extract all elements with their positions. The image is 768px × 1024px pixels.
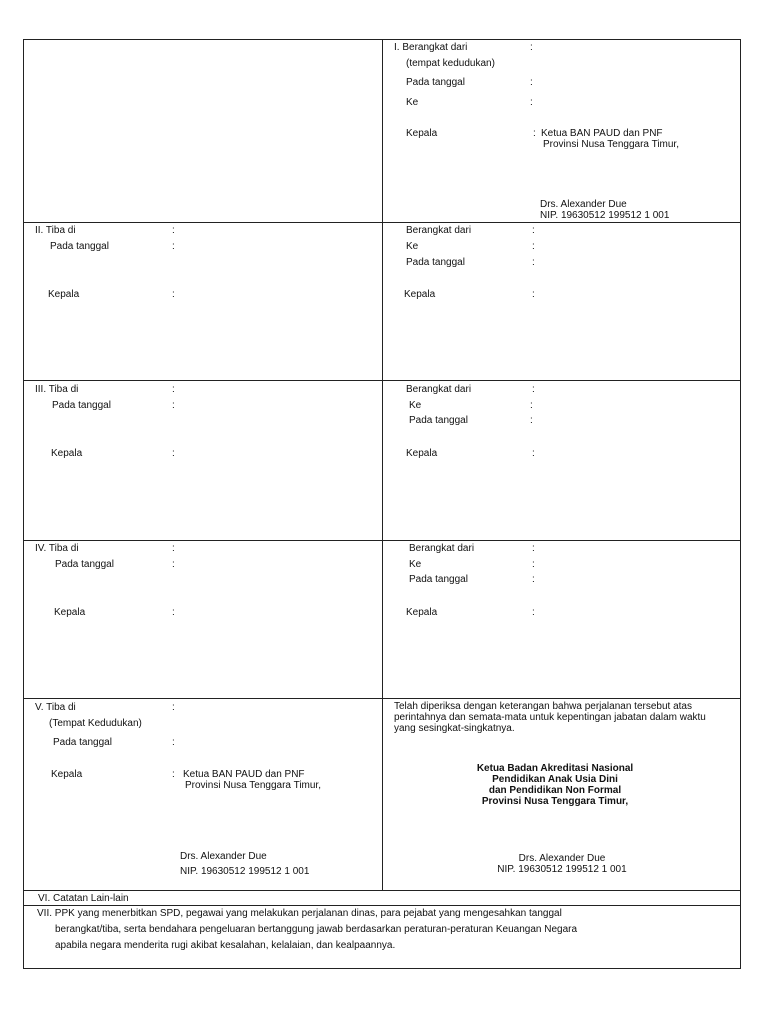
sec3-tanggal-colon: : (172, 400, 175, 411)
sec5-official-nip: NIP. 19630512 199512 1 001 (180, 866, 310, 877)
sec5-org-line-3: dan Pendidikan Non Formal (488, 785, 622, 796)
sec4-kepala-r-colon: : (532, 607, 535, 618)
sec2-tanggal-colon: : (172, 241, 175, 252)
sec5-right-official-nip: NIP. 19630512 199512 1 001 (497, 864, 627, 875)
sec3-tanggal-r-colon: : (530, 415, 533, 426)
sec3-kepala-r-label: Kepala (406, 448, 438, 459)
sec4-tanggal-label: Pada tanggal (55, 559, 114, 570)
sec3-tiba-colon: : (172, 384, 175, 395)
divider-sec1-sec2 (23, 222, 741, 223)
sec3-ke-label: Ke (409, 400, 422, 411)
sec4-berangkat-colon: : (532, 543, 535, 554)
sec5-tiba-colon: : (172, 702, 175, 713)
sec3-ke-colon: : (530, 400, 533, 411)
sec1-official-nip: NIP. 19630512 199512 1 001 (540, 210, 670, 221)
sec3-kepala-colon: : (172, 448, 175, 459)
sec6-catatan-label: VI. Catatan Lain-lain (38, 893, 129, 904)
sec5-kepala-label: Kepala (51, 769, 83, 780)
sec2-tiba-label: II. Tiba di (35, 225, 76, 236)
sec3-tanggal-label: Pada tanggal (52, 400, 111, 411)
sec5-right-official-name: Drs. Alexander Due (518, 853, 606, 864)
sec1-kepala-colon: : (533, 128, 536, 139)
column-divider (382, 39, 383, 890)
sec3-berangkat-colon: : (532, 384, 535, 395)
sec1-ke-label: Ke (406, 97, 419, 108)
sec5-tempat-label: (Tempat Kedudukan) (49, 718, 142, 729)
sec4-kepala-colon: : (172, 607, 175, 618)
sec4-tanggal-r-colon: : (532, 574, 535, 585)
sec5-tanggal-label: Pada tanggal (53, 737, 112, 748)
divider-sec2-sec3 (23, 380, 741, 381)
sec2-ke-label: Ke (406, 241, 419, 252)
sec2-kepala-colon: : (172, 289, 175, 300)
sec7-line-1: VII. PPK yang menerbitkan SPD, pegawai yang melakukan perjalanan dinas, para pejabat yang mengesahkan tanggal (37, 908, 562, 919)
sec5-tanggal-colon: : (172, 737, 175, 748)
sec1-tempat-label: (tempat kedudukan) (406, 58, 495, 69)
sec1-berangkat-colon: : (530, 42, 533, 53)
sec2-tiba-colon: : (172, 225, 175, 236)
sec4-tanggal-colon: : (172, 559, 175, 570)
sec2-kepala-r-colon: : (532, 289, 535, 300)
sec5-statement-line-2: perintahnya dan semata-mata untuk kepentingan jabatan dalam waktu (394, 712, 706, 723)
sec2-kepala-label: Kepala (48, 289, 80, 300)
sec2-berangkat-colon: : (532, 225, 535, 236)
sec2-tanggal-label: Pada tanggal (50, 241, 109, 252)
divider-sec3-sec4 (23, 540, 741, 541)
sec5-statement-line-3: yang sesingkat-singkatnya. (394, 723, 515, 734)
sec5-kepala-colon: : (172, 769, 175, 780)
sec4-ke-label: Ke (409, 559, 422, 570)
sec1-kepala-value-1: Ketua BAN PAUD dan PNF (541, 128, 663, 139)
sec3-kepala-label: Kepala (51, 448, 83, 459)
sec4-tiba-colon: : (172, 543, 175, 554)
sec5-org-line-4: Provinsi Nusa Tenggara Timur, (481, 796, 629, 807)
sec5-org-line-2: Pendidikan Anak Usia Dini (492, 774, 618, 785)
sec4-tiba-label: IV. Tiba di (35, 543, 79, 554)
sec3-kepala-r-colon: : (532, 448, 535, 459)
sec4-kepala-r-label: Kepala (406, 607, 438, 618)
sec1-tanggal-colon: : (530, 77, 533, 88)
sec4-ke-colon: : (532, 559, 535, 570)
sec1-berangkat-label: I. Berangkat dari (394, 42, 468, 53)
sec2-kepala-r-label: Kepala (404, 289, 436, 300)
sec1-kepala-value-2: Provinsi Nusa Tenggara Timur, (543, 139, 679, 150)
sec1-ke-colon: : (530, 97, 533, 108)
sec4-kepala-label: Kepala (54, 607, 86, 618)
sec1-tanggal-label: Pada tanggal (406, 77, 465, 88)
sec5-official-name: Drs. Alexander Due (180, 851, 267, 862)
divider-sec4-sec5 (23, 698, 741, 699)
sec7-line-2: berangkat/tiba, serta bendahara pengeluaran bertanggung jawab berdasarkan peraturan-peraturan Keuangan Negara (55, 924, 578, 935)
sec3-tiba-label: III. Tiba di (35, 384, 79, 395)
sec5-kepala-value-2: Provinsi Nusa Tenggara Timur, (185, 780, 321, 791)
sec2-ke-colon: : (532, 241, 535, 252)
sec2-tanggal-r-colon: : (532, 257, 535, 268)
sec5-kepala-value-1: Ketua BAN PAUD dan PNF (183, 769, 305, 780)
sec2-tanggal-r-label: Pada tanggal (406, 257, 465, 268)
sec3-tanggal-r-label: Pada tanggal (409, 415, 468, 426)
sec1-kepala-label: Kepala (406, 128, 438, 139)
sec4-tanggal-r-label: Pada tanggal (409, 574, 468, 585)
sec4-berangkat-label: Berangkat dari (409, 543, 475, 554)
sec2-berangkat-label: Berangkat dari (406, 225, 472, 236)
sec3-berangkat-label: Berangkat dari (406, 384, 472, 395)
sec5-tiba-label: V. Tiba di (35, 702, 76, 713)
divider-sec6-sec7 (23, 905, 741, 906)
divider-sec5-sec6 (23, 890, 741, 891)
sec5-org-line-1: Ketua Badan Akreditasi Nasional (476, 763, 634, 774)
sec5-statement-line-1: Telah diperiksa dengan keterangan bahwa perjalanan tersebut atas (394, 701, 692, 712)
sec7-line-3: apabila negara menderita rugi akibat kesalahan, kelalaian, dan kealpaannya. (55, 940, 396, 951)
sec1-official-name: Drs. Alexander Due (540, 199, 627, 210)
